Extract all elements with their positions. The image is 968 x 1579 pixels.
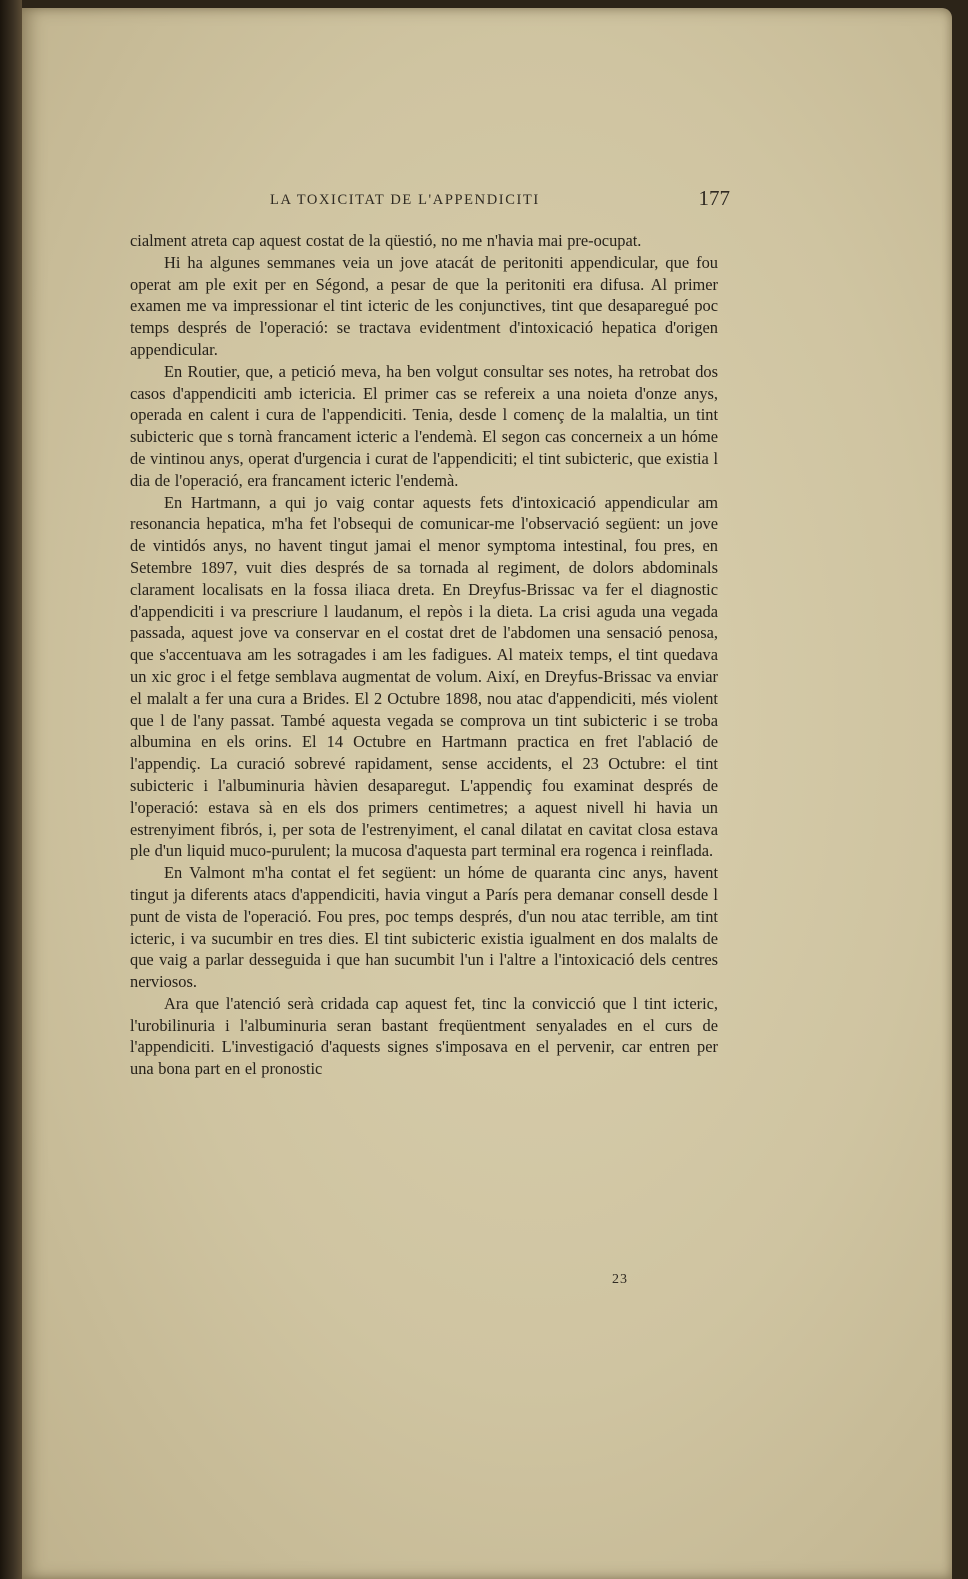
paragraph: cialment atreta cap aquest costat de la qüestió, no me n'havia mai pre-ocupat. xyxy=(130,231,642,250)
paragraph: En Valmont m'ha contat el fet següent: un hóme de quaranta cinc anys, havent tingut ja diferents atacs d'appendiciti, havia vingut a París pera demanar consell desde l punt de vista de l'operació. Fou pres, poc temps després, d'un nou atac terrible, am tint icteric, i va sucumbir en tres dies. El tint subicteric existia igualment en dos malalts de que vaig a parlar desseguida i que han sucumbit l'un i l'altre a l'intoxicació dels centres nerviosos. xyxy=(130,863,718,992)
book-page xyxy=(22,8,952,1579)
body-text xyxy=(130,230,718,1080)
page-number: 177 xyxy=(698,186,730,210)
page-header xyxy=(270,186,730,216)
paragraph: Hi ha algunes semmanes veia un jove atacát de peritoniti appendicular, que fou operat am ple exit per en Ségond, a pesar de que la peritoniti era difusa. Al primer examen me va impressionar el tint icteric de les conjunctives, tint que desaparegué poc temps després de l'operació: se tractava evidentment d'intoxicació hepatica d'origen appendicular. xyxy=(130,252,718,359)
paragraph: En Routier, que, a petició meva, ha ben volgut consultar ses notes, ha retrobat dos casos d'appendiciti amb ictericia. El primer cas se refereix a una noieta d'onze anys, operada en calent i cura de l'appendiciti. Tenia, desde l començ de la malaltia, un tint subicteric que s tornà francament icteric a l'endemà. El segon cas concerneix a un hóme de vintinou anys, operat d'urgencia i curat de l'appendiciti; el tint subicteric, que existia l dia de l'operació, era francament icteric l'endemà. xyxy=(130,361,718,490)
running-head: LA TOXICITAT DE L'APPENDICITI xyxy=(270,192,540,208)
paragraph: Ara que l'atenció serà cridada cap aquest fet, tinc la convicció que l tint icteric, l'urobilinuria i l'albuminuria seran bastant freqüentment senyalades en el curs de l'appendiciti. L'investigació d'aquests signes s'imposava en el pervenir, car entren per una bona part en el pronostic xyxy=(130,993,718,1079)
paragraph: En Hartmann, a qui jo vaig contar aquests fets d'intoxicació appendicular am resonancia hepatica, m'ha fet l'obsequi de comunicar-me l'observació següent: un jove de vintidós anys, no havent tingut jamai el menor symptoma intestinal, fou pres, en Setembre 1897, vuit dies després de sa tornada al regiment, de dolors abdominals clarament localisats en la fossa iliaca dreta. En Dreyfus-Brissac va fer el diagnostic d'appendiciti i va prescriure l laudanum, el repòs i la dieta. La crisi aguda una vegada passada, aquest jove va conservar en el costat dret de l'abdomen una sensació penosa, que s'accentuava am les sotragades i am les fadigues. Al mateix temps, el tint quedava un xic groc i el fetge semblava augmentat de volum. Així, en Dreyfus-Brissac va enviar el malalt a fer una cura a Brides. El 2 Octubre 1898, nou atac d'appendiciti, més violent que l de l'any passat. També aquesta vegada se comprova un tint subicteric i se troba albumina en els orins. El 14 Octubre en Hartmann practica en fret l'ablació de l'appendiç. La curació sobrevé rapidament, sense accidents, el 23 Octubre: el tint subicteric i l'albuminuria hàvien desaparegut. L'appendiç fou examinat després de l'operació: estava sà en els dos primers centimetres; a aquest nivell hi havia un estrenyiment fibrós, i, per sota de l'estrenyiment, el canal dilatat en cavitat closa estava ple d'un liquid muco-purulent; la mucosa d'aquesta part terminal era rogenca i reinflada. xyxy=(130,492,718,861)
book-spine xyxy=(0,0,22,1579)
signature-mark: 23 xyxy=(612,1272,628,1287)
